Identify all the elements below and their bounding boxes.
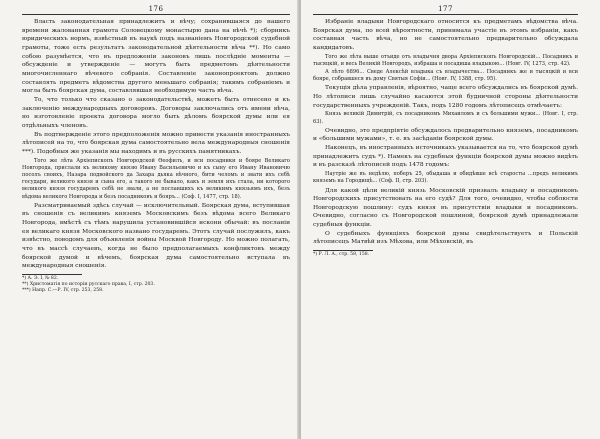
right-quote-3: Князь великій Димитрій, съ посадникомъ Михаиломъ и съ большими мужи... (Новг. I, стр. 63). bbox=[313, 111, 578, 125]
left-footnote-rule bbox=[22, 274, 82, 275]
left-page-number: 176 bbox=[148, 5, 164, 13]
right-paragraph-3: Очевидно, это предпріятіе обсуждалось предварительно княземъ, посадникомъ и «большими мужами», т. е. въ засѣданіи боярской думы. bbox=[313, 127, 578, 143]
right-quote-1: Того же лѣта выше отъиде отъ владычня двора Архіепископъ Новгородскій... Посадникъ и тысяцкій, и весь Великій Новгородъ, избраша и посадиша владыкою... (Новг. IV, 1273, стр. 42). bbox=[313, 53, 578, 67]
right-footnote-rule bbox=[313, 250, 373, 251]
right-quote-2: А лѣто 6896... Сведе Алексѣй владыка съ владычества... Посадникъ же и тысяцкій и вси бояре, собравшеся въ дому Святыя Софіи... (Новг. IV, 1388, стр. 95). bbox=[313, 69, 578, 83]
left-quote: Того же лѣта Архіепископъ Новгородской Ѳеофилъ, и вси посадники и бояре Великаго Новгорода, прислали къ великому князю Ивану Васильевичю и къ сыну его Ивану Ивановичю посолъ своихъ, Назара подвойского да Захара дьяка вѣчного, бити челомъ и звати ихъ себѣ государи, великого князя и сына его, а такого не бывало, какъ и земля ихъ стала, ни которого великого князя государемъ себѣ не звали, а не пославшихъ къ великимъ князьямъ ихъ, безъ вѣдома великого Новгорода и безъ посадниковъ и бояръ... (Соф. I, 1477, стр. 18). bbox=[22, 157, 290, 200]
left-footnote-3: ***) Напр. С.—Р. IV, стр. 253, 258. bbox=[22, 287, 104, 293]
left-footnote-1: *) А. Э. I, № 82. bbox=[22, 275, 59, 281]
right-paragraph-1: Избраніе владыки Новгородскаго относится къ предметамъ вѣдомства вѣча. Боярская дума, по всей вѣроятности, принимала участіе въ этомъ избраніи, какъ составная часть вѣча, но не самостоятельно предварительно обсуждала кандидатовъ. bbox=[313, 19, 578, 51]
right-page bbox=[300, 0, 600, 439]
right-paragraph-4: Наконецъ, въ иностранныхъ источникахъ указывается на то, что боярской думѣ принадлежитъ судъ *). Намекъ на судебныя функціи боярской думы можно видѣть и въ разсказѣ лѣтописей подъ 1478 годомъ: bbox=[313, 145, 578, 169]
right-paragraph-5: Для какой цѣли великій князь Московскій призвалъ владыку и посадниковъ Новгородскихъ присутствовать на его судѣ? Для того, очевидно, чтобы соблюсти Новгородскую пошлину: судъ князя въ присутствіи владыки и посадниковъ. Очевидно, согласно съ Новгородской пошлиной, боярской думѣ принадлежали судебныя функціи. bbox=[313, 187, 578, 229]
left-footnote-2: **) Христоматія по исторіи русскаго права, I, стр. 203. bbox=[22, 281, 155, 287]
right-page-number: 177 bbox=[438, 5, 453, 13]
left-paragraph-1: Власть законодательная принадлежитъ и вѣчу; сохранившаяся до нашего времени жалованная грамота Соловецкому монастырю дана на вѣчѣ *); сборникъ юридическихъ нормъ, извѣстный въ наукѣ подъ названіемъ Новгородской судебной грамоты, тоже есть результатъ законодательной дѣятельности вѣча **). Но само собою разумѣется, что въ предложеніи законовъ лишь послѣдніе моменты — обсужденіе и утвержденіе — могутъ быть предметомъ дѣятельности многочисленнаго вѣчевого собранія. Составленіе законопроектовъ должно составлять предметъ вѣдомства другого меньшаго собранія; такимъ собраніемъ и могла быть боярская дума, составлявшая необходимую часть вѣча. bbox=[22, 19, 290, 95]
left-paragraph-3: Въ подтвержденіе этого предположенія можно привести указанія иностранныхъ лѣтописей на то, что боярская дума самостоятельно вела международныя сношенія ***). Подобныя же указанія мы находимъ и въ русскихъ памятникахъ. bbox=[22, 131, 290, 155]
left-page-header bbox=[22, 4, 290, 15]
right-paragraph-2: Текущія дѣла управленія, вѣроятно, чаще всего обсуждались въ боярской думѣ. Но лѣтописи лишь случайно касаются этой будничной стороны дѣятельности государственныхъ учрежденій. Такъ, подъ 1280 годомъ лѣтописецъ отмѣчаетъ: bbox=[313, 85, 578, 109]
right-page-header bbox=[313, 4, 578, 15]
right-quote-4: Наутріе же въ недѣлю, поберъ 25, обыдаша и обидѣвше всѣ старосты ...предъ великимъ княземъ на Городищѣ... (Соф. II, стр. 203). bbox=[313, 171, 578, 185]
right-paragraph-6: О судебныхъ функціяхъ боярской думы свидѣтельствуетъ и Польскій лѣтописецъ Матвѣй изъ Мѣхова, или Мѣховскій, въ bbox=[313, 230, 578, 246]
left-paragraph-4: Разсматриваемый здѣсь случай — исключительный. Боярская дума, вступившая въ сношенія съ великимъ княземъ Московскимъ безъ вѣдома всего Великаго Новгорода, вмѣстѣ съ тѣмъ нарушила установившійся искони обычай: въ посланіи ея великаго князя Московского названо государемъ. Этотъ случай послужилъ, какъ извѣстно, поводомъ для объявленія войны Москвой Новгороду. Но можно полагать, что въ массѣ случаевъ, когда не было предполагаемыхъ конфликтовъ между боярской думой и вѣчемъ, боярская дума самостоятельно вступала въ международныя сношенія. bbox=[22, 202, 290, 270]
right-footnote-1: *) Р. Л. А., стр. 58, 158. bbox=[313, 252, 370, 258]
left-paragraph-2: То, что только что сказано о законодательствѣ, можетъ быть отнесено и къ заключенію международныхъ договоровъ. Договоры заключались отъ имени вѣча, но изготовленіе проекта договора могло быть дѣломъ боярской думы или ея отдѣльныхъ членовъ. bbox=[22, 96, 290, 129]
